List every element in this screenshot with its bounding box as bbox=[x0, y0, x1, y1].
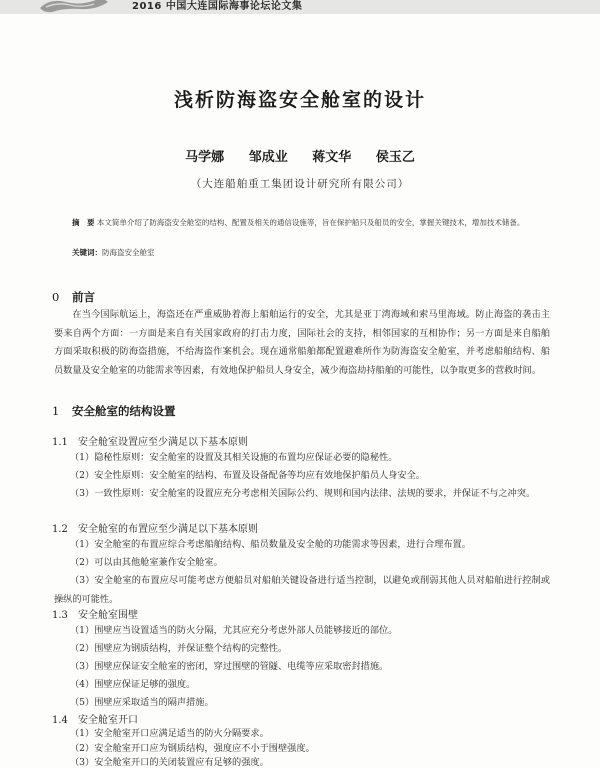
list-item: （3）围壁应保证安全舱室的密闭，穿过围壁的管隧、电缆等应采取密封措施。 bbox=[70, 661, 389, 672]
running-title: 2016 中国大连国际海事论坛论文集 bbox=[132, 1, 303, 12]
author-name: 邹成业 bbox=[248, 150, 288, 165]
keywords-label: 关键词： bbox=[72, 248, 102, 257]
forum-logo-icon bbox=[36, 0, 112, 14]
subsection-title: 安全舱室的布置应至少满足以下基本原则 bbox=[78, 524, 258, 535]
author-name: 蒋文华 bbox=[312, 150, 352, 165]
section-number: 0 bbox=[52, 290, 60, 304]
affiliation: （大连船舶重工集团设计研究所有限公司） bbox=[190, 178, 410, 190]
list-item: （1）安全舱室开口应满足适当的防火分隔要求。 bbox=[70, 728, 269, 739]
subsection-heading bbox=[52, 711, 138, 726]
author-name: 侯玉乙 bbox=[375, 150, 415, 165]
author-name: 马学娜 bbox=[185, 150, 225, 165]
abstract-label: 摘 要 bbox=[72, 218, 95, 227]
keywords-text: 防海盗安全舱室 bbox=[102, 248, 155, 257]
subsection-heading bbox=[52, 433, 248, 448]
paper-title: 浅析防海盗安全舱室的设计 bbox=[173, 89, 426, 111]
intro-paragraph: 在当今国际航运上，海盗还在严重威胁着海上船舶运行的安全，尤其是亚丁湾海域和索马里海域。防止海盗的袭击主要来自两个方面：一方面是来自有关国家政府的打击力度，国际社会的支持，相邻国家的互相协作；另一方面是来自船舶方面采取积极的防海盗措施，不给海盗作案机会。现在通常船舶都配置避难所作为防海盗安全舱室，并考虑船舶结构、船员数量及安全舱室的功能需求等因素，有效地保护船员人身安全，减少海盗劫持船舶的可能性，以争取更多的营救时间。 bbox=[54, 309, 550, 376]
subsection-heading bbox=[52, 520, 258, 535]
subsection-title: 安全舱室围壁 bbox=[78, 610, 138, 621]
list-item: （2）围壁应为钢质结构，并保证整个结构的完整性。 bbox=[70, 643, 288, 654]
section-heading bbox=[52, 289, 95, 305]
list-item: （3）安全舱室开口的关闭装置应有足够的强度。 bbox=[70, 757, 269, 768]
list-item: （1）安全舱室的布置应综合考虑船舶结构、船员数量及安全舱的功能需求等因素，进行合理布置。 bbox=[70, 539, 471, 550]
list-item: （3）安全舱室的布置应尽可能考虑方便船员对船舶关键设备进行适当控制，以避免或削弱其他人员对船舶进行控制或操纵的可能性。 bbox=[54, 575, 550, 605]
section-title: 前言 bbox=[72, 290, 95, 304]
list-item: （5）围壁应采取适当的隔声措施。 bbox=[70, 697, 214, 708]
list-item: （1）围壁应当设置适当的防火分隔，尤其应充分考虑外部人员能够接近的部位。 bbox=[70, 625, 398, 636]
list-item: （2）可以由其他舱室兼作安全舱室。 bbox=[70, 557, 223, 568]
keywords bbox=[72, 247, 532, 259]
subsection-number: 1.1 bbox=[52, 437, 68, 448]
subsection-title: 安全舱室开口 bbox=[78, 715, 138, 726]
subsection-number: 1.4 bbox=[52, 715, 68, 726]
list-item: （1）隐秘性原则：安全舱室的设置及其相关设施的布置均应保证必要的隐秘性。 bbox=[70, 452, 398, 463]
section-title: 安全舱室的结构设置 bbox=[72, 404, 176, 418]
list-item: （4）围壁应保证足够的强度。 bbox=[70, 679, 196, 690]
list-item: （3）一致性原则：安全舱室的设置应充分考虑相关国际公约、规则和国内法律、法规的要求，并保证不与之冲突。 bbox=[70, 488, 536, 499]
subsection-number: 1.2 bbox=[52, 524, 68, 535]
subsection-heading bbox=[52, 606, 138, 621]
abstract bbox=[72, 216, 532, 229]
author-list bbox=[0, 146, 600, 165]
list-item: （2）安全舱室开口应为钢质结构，强度应不小于围壁强度。 bbox=[70, 743, 315, 754]
running-header bbox=[0, 0, 600, 14]
subsection-number: 1.3 bbox=[52, 610, 68, 621]
abstract-text: 本文简单介绍了防海盗安全舱室的结构、配置及相关的通信设施等，旨在保护船只及船员的安全，掌握关键技术，增加技术储备。 bbox=[96, 218, 525, 227]
section-heading bbox=[52, 403, 176, 419]
subsection-title: 安全舱室设置应至少满足以下基本原则 bbox=[78, 437, 248, 448]
section-number: 1 bbox=[52, 404, 60, 418]
list-item: （2）安全性原则：安全舱室的结构、布置及设备配备等均应有效地保护船员人身安全。 bbox=[70, 470, 425, 481]
